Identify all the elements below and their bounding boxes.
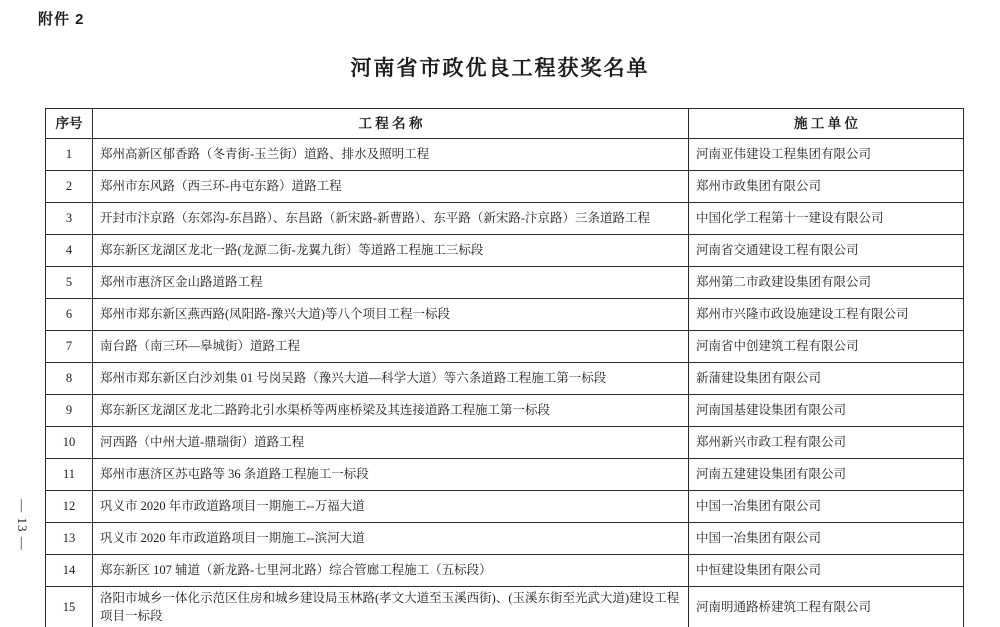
company-cell: 河南亚伟建设工程集团有限公司 (689, 139, 964, 171)
project-name-cell: 洛阳市城乡一体化示范区住房和城乡建设局玉林路(孝文大道至玉溪西街)、(玉溪东街至光武大道)建设工程项目一标段 (93, 587, 689, 627)
project-name-cell: 巩义市 2020 年市政道路项目一期施工--滨河大道 (93, 523, 689, 555)
company-cell: 河南省交通建设工程有限公司 (689, 235, 964, 267)
row-number-cell: 12 (46, 491, 93, 523)
project-name-cell: 郑州市惠济区金山路道路工程 (93, 267, 689, 299)
company-cell: 郑州市政集团有限公司 (689, 171, 964, 203)
table-header-row (46, 109, 964, 139)
project-name-cell: 郑州市郑东新区白沙刘集 01 号岗吴路（豫兴大道—科学大道）等六条道路工程施工第一标段 (93, 363, 689, 395)
company-cell: 河南五建建设集团有限公司 (689, 459, 964, 491)
company-cell: 郑州市兴隆市政设施建设工程有限公司 (689, 299, 964, 331)
table-row (46, 203, 964, 235)
project-name-cell: 郑州市郑东新区燕西路(凤阳路-豫兴大道)等八个项目工程一标段 (93, 299, 689, 331)
row-number-cell: 9 (46, 395, 93, 427)
table-header (46, 109, 964, 139)
row-number-cell: 1 (46, 139, 93, 171)
row-number-cell: 13 (46, 523, 93, 555)
project-name-cell: 河西路（中州大道-鼎瑞街）道路工程 (93, 427, 689, 459)
project-name-cell: 郑州高新区郁香路（冬青街-玉兰街）道路、排水及照明工程 (93, 139, 689, 171)
project-name-cell: 南台路（南三环—皋城街）道路工程 (93, 331, 689, 363)
project-name-cell: 开封市汴京路（东郊沟-东昌路）、东昌路（新宋路-新曹路）、东平路（新宋路-汴京路）三条道路工程 (93, 203, 689, 235)
company-cell: 中恒建设集团有限公司 (689, 555, 964, 587)
project-name-cell: 郑东新区龙湖区龙北二路跨北引水渠桥等两座桥梁及其连接道路工程施工第一标段 (93, 395, 689, 427)
table-row (46, 331, 964, 363)
row-number-cell: 10 (46, 427, 93, 459)
table-row (46, 395, 964, 427)
table-row (46, 299, 964, 331)
table-row (46, 363, 964, 395)
attachment-label: 附件 2 (38, 11, 85, 28)
table-row (46, 587, 964, 627)
page-number: — 13 — (15, 499, 30, 551)
row-number-cell: 14 (46, 555, 93, 587)
award-table (45, 108, 964, 627)
company-cell: 郑州第二市政建设集团有限公司 (689, 267, 964, 299)
table-row (46, 267, 964, 299)
row-number-cell: 5 (46, 267, 93, 299)
project-name-cell: 郑东新区 107 辅道（新龙路-七里河北路）综合管廊工程施工（五标段） (93, 555, 689, 587)
table-row (46, 427, 964, 459)
company-cell: 河南明通路桥建筑工程有限公司 (689, 587, 964, 627)
table-row (46, 235, 964, 267)
project-name-cell: 郑州市东风路（西三环-冉屯东路）道路工程 (93, 171, 689, 203)
row-number-cell: 2 (46, 171, 93, 203)
row-number-cell: 3 (46, 203, 93, 235)
header-cell-no: 序号 (46, 109, 93, 139)
table-body (46, 139, 964, 627)
table-row (46, 139, 964, 171)
table-row (46, 523, 964, 555)
row-number-cell: 15 (46, 587, 93, 627)
table-row (46, 491, 964, 523)
company-cell: 中国一冶集团有限公司 (689, 491, 964, 523)
row-number-cell: 7 (46, 331, 93, 363)
company-cell: 新蒲建设集团有限公司 (689, 363, 964, 395)
project-name-cell: 郑州市惠济区苏屯路等 36 条道路工程施工一标段 (93, 459, 689, 491)
company-cell: 郑州新兴市政工程有限公司 (689, 427, 964, 459)
row-number-cell: 11 (46, 459, 93, 491)
header-cell-project: 工 程 名 称 (93, 109, 689, 139)
company-cell: 中国化学工程第十一建设有限公司 (689, 203, 964, 235)
row-number-cell: 6 (46, 299, 93, 331)
table-row (46, 459, 964, 491)
row-number-cell: 4 (46, 235, 93, 267)
page-title: 河南省市政优良工程获奖名单 (350, 57, 650, 80)
project-name-cell: 巩义市 2020 年市政道路项目一期施工--万福大道 (93, 491, 689, 523)
company-cell: 中国一冶集团有限公司 (689, 523, 964, 555)
company-cell: 河南省中创建筑工程有限公司 (689, 331, 964, 363)
row-number-cell: 8 (46, 363, 93, 395)
table-row (46, 555, 964, 587)
header-cell-company: 施 工 单 位 (689, 109, 964, 139)
table-row (46, 171, 964, 203)
company-cell: 河南国基建设集团有限公司 (689, 395, 964, 427)
project-name-cell: 郑东新区龙湖区龙北一路(龙源二街-龙翼九街）等道路工程施工三标段 (93, 235, 689, 267)
